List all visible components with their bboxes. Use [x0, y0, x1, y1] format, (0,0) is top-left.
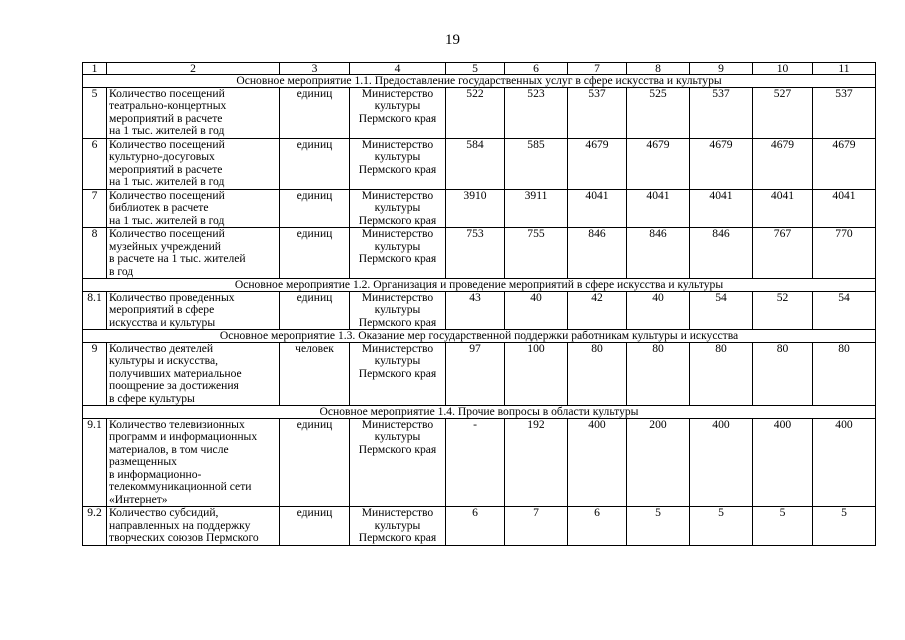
responsible-cell	[350, 138, 446, 189]
responsible-cell	[350, 507, 446, 546]
cell-line: Пермского края	[358, 162, 437, 176]
value-cell: 5	[627, 507, 690, 546]
value-cell: 42	[568, 291, 627, 330]
cell-line: мероприятий в расчете	[109, 111, 223, 125]
cell-line: Министерство	[361, 86, 434, 100]
table-row	[83, 342, 876, 406]
row-number: 6	[83, 138, 107, 189]
responsible-cell	[350, 342, 446, 406]
indicator-name	[107, 291, 280, 330]
cell-line: Пермского края	[358, 366, 437, 380]
row-number: 9	[83, 342, 107, 406]
cell-line: поощрение за достижения	[109, 379, 239, 392]
value-cell: 3911	[505, 189, 568, 228]
page-number: 19	[445, 32, 460, 48]
value-cell: 4679	[568, 138, 627, 189]
cell-line: мероприятий в сфере	[109, 303, 215, 316]
cell-line: в информационно-	[109, 467, 202, 481]
value-cell: 525	[627, 87, 690, 138]
value-cell: 3910	[446, 189, 505, 228]
cell-line: материалов, в том числе	[109, 442, 229, 456]
cell-line: Министерство	[361, 188, 434, 202]
row-number: 8	[83, 228, 107, 279]
value-cell: 846	[568, 228, 627, 279]
row-number: 8.1	[83, 291, 107, 330]
cell-line: культуры	[374, 201, 421, 214]
cell-line: культурно-досуговых	[109, 150, 215, 163]
indicator-name	[107, 87, 280, 138]
value-cell: 192	[505, 418, 568, 507]
value-cell: 80	[753, 342, 813, 406]
cell-line: Министерство	[361, 417, 434, 431]
value-cell: 200	[627, 418, 690, 507]
row-number: 7	[83, 189, 107, 228]
table-row	[83, 138, 876, 189]
value-cell: 584	[446, 138, 505, 189]
cell-line: музейных учреждений	[109, 239, 221, 253]
column-number-11: 11	[813, 63, 876, 75]
value-cell: 4041	[753, 189, 813, 228]
section-row	[83, 406, 876, 419]
cell-line: Министерство	[361, 227, 434, 240]
value-cell: 846	[627, 228, 690, 279]
responsible-cell	[350, 228, 446, 279]
value-cell: 537	[690, 87, 753, 138]
cell-line: программ и информационных	[109, 430, 258, 443]
section-row	[83, 75, 876, 88]
cell-line: культуры	[374, 150, 421, 163]
table-row	[83, 87, 876, 138]
value-cell: 4679	[627, 138, 690, 189]
indicator-name	[107, 189, 280, 228]
value-cell: 523	[505, 87, 568, 138]
value-cell: 5	[813, 507, 876, 546]
value-cell: 100	[505, 342, 568, 406]
table-row	[83, 418, 876, 507]
cell-line: в сфере культуры	[109, 391, 195, 405]
value-cell: 40	[505, 291, 568, 330]
cell-line: культуры	[374, 99, 421, 112]
section-title: Основное мероприятие 1.1. Предоставление государственных услуг в сфере искусства и культуры	[83, 75, 876, 88]
value-cell: 5	[690, 507, 753, 546]
cell-line: Пермского края	[358, 252, 437, 265]
column-number-7: 7	[568, 63, 627, 75]
cell-line: творческих союзов Пермского	[109, 531, 259, 544]
value-cell: 537	[568, 87, 627, 138]
table-row	[83, 507, 876, 546]
unit-cell: единиц	[280, 418, 350, 507]
cell-line: Количество деятелей	[109, 341, 214, 355]
unit-cell: единиц	[280, 189, 350, 228]
value-cell: 4679	[753, 138, 813, 189]
responsible-cell	[350, 291, 446, 330]
value-cell: 767	[753, 228, 813, 279]
cell-line: культуры и искусства,	[109, 354, 219, 367]
column-number-4: 4	[350, 63, 446, 75]
indicator-name	[107, 228, 280, 279]
cell-line: культуры	[374, 430, 421, 443]
value-cell: 52	[753, 291, 813, 330]
cell-line: Количество посещений	[109, 227, 225, 240]
cell-line: Количество проведенных	[109, 290, 235, 304]
cell-line: Министерство	[361, 137, 434, 151]
value-cell: 5	[753, 507, 813, 546]
column-number-10: 10	[753, 63, 813, 75]
value-cell: 585	[505, 138, 568, 189]
value-cell: 4679	[813, 138, 876, 189]
indicators-table	[82, 62, 876, 546]
value-cell: 537	[813, 87, 876, 138]
unit-cell: единиц	[280, 228, 350, 279]
cell-line: Пермского края	[358, 213, 437, 227]
column-number-9: 9	[690, 63, 753, 75]
value-cell: 43	[446, 291, 505, 330]
cell-line: Количество посещений	[109, 188, 225, 202]
cell-line: библиотек в расчете	[109, 201, 209, 214]
unit-cell: единиц	[280, 87, 350, 138]
table-row	[83, 291, 876, 330]
responsible-cell	[350, 87, 446, 138]
value-cell: -	[446, 418, 505, 507]
value-cell: 7	[505, 507, 568, 546]
value-cell: 770	[813, 228, 876, 279]
cell-line: Количество телевизионных	[109, 417, 245, 431]
unit-cell: единиц	[280, 507, 350, 546]
cell-line: Министерство	[361, 341, 434, 355]
cell-line: «Интернет»	[109, 492, 168, 506]
cell-line: мероприятий в расчете	[109, 162, 223, 176]
value-cell: 753	[446, 228, 505, 279]
cell-line: Пермского края	[358, 111, 437, 125]
cell-line: Пермского края	[358, 315, 437, 329]
cell-line: Пермского края	[358, 442, 437, 456]
column-number-2: 2	[107, 63, 280, 75]
column-number-8: 8	[627, 63, 690, 75]
indicator-name	[107, 507, 280, 546]
column-number-6: 6	[505, 63, 568, 75]
value-cell: 4041	[568, 189, 627, 228]
cell-line: в расчете на 1 тыс. жителей	[109, 252, 246, 265]
responsible-cell	[350, 418, 446, 507]
value-cell: 4679	[690, 138, 753, 189]
value-cell: 522	[446, 87, 505, 138]
column-number-1: 1	[83, 63, 107, 75]
cell-line: театрально-концертных	[109, 99, 227, 112]
table-row	[83, 189, 876, 228]
header-row	[83, 63, 876, 75]
table-row	[83, 228, 876, 279]
value-cell: 54	[813, 291, 876, 330]
column-number-3: 3	[280, 63, 350, 75]
section-title: Основное мероприятие 1.4. Прочие вопросы в области культуры	[83, 406, 876, 419]
section-row	[83, 330, 876, 343]
cell-line: культуры	[374, 239, 421, 253]
cell-line: на 1 тыс. жителей в год	[109, 124, 225, 137]
unit-cell: человек	[280, 342, 350, 406]
value-cell: 80	[568, 342, 627, 406]
cell-line: размещенных	[109, 455, 177, 468]
cell-line: искусства и культуры	[109, 315, 216, 329]
cell-line: Министерство	[361, 290, 434, 304]
responsible-cell	[350, 189, 446, 228]
cell-line: телекоммуникационной сети	[109, 480, 252, 493]
value-cell: 400	[813, 418, 876, 507]
row-number: 5	[83, 87, 107, 138]
indicator-name	[107, 342, 280, 406]
row-number: 9.2	[83, 507, 107, 546]
value-cell: 6	[446, 507, 505, 546]
value-cell: 846	[690, 228, 753, 279]
cell-line: получивших материальное	[109, 366, 242, 380]
cell-line: Количество посещений	[109, 137, 225, 151]
value-cell: 40	[627, 291, 690, 330]
section-title: Основное мероприятие 1.3. Оказание мер государственной поддержки работникам культуры и искусства	[83, 330, 876, 343]
section-title: Основное мероприятие 1.2. Организация и проведение мероприятий в сфере искусства и культуры	[83, 279, 876, 292]
section-row	[83, 279, 876, 292]
value-cell: 755	[505, 228, 568, 279]
value-cell: 54	[690, 291, 753, 330]
cell-line: Пермского края	[358, 531, 437, 544]
cell-line: культуры	[374, 518, 421, 532]
unit-cell: единиц	[280, 291, 350, 330]
cell-line: культуры	[374, 354, 421, 367]
value-cell: 80	[690, 342, 753, 406]
cell-line: культуры	[374, 303, 421, 316]
cell-line: на 1 тыс. жителей в год	[109, 213, 225, 227]
value-cell: 97	[446, 342, 505, 406]
indicator-name	[107, 138, 280, 189]
cell-line: в год	[109, 264, 134, 278]
column-number-5: 5	[446, 63, 505, 75]
cell-line: Министерство	[361, 506, 434, 519]
value-cell: 4041	[813, 189, 876, 228]
value-cell: 527	[753, 87, 813, 138]
value-cell: 80	[627, 342, 690, 406]
cell-line: на 1 тыс. жителей в год	[109, 175, 225, 188]
unit-cell: единиц	[280, 138, 350, 189]
value-cell: 6	[568, 507, 627, 546]
indicator-name	[107, 418, 280, 507]
cell-line: Количество субсидий,	[109, 506, 219, 519]
value-cell: 80	[813, 342, 876, 406]
value-cell: 4041	[690, 189, 753, 228]
row-number: 9.1	[83, 418, 107, 507]
value-cell: 400	[690, 418, 753, 507]
value-cell: 4041	[627, 189, 690, 228]
value-cell: 400	[753, 418, 813, 507]
cell-line: Количество посещений	[109, 86, 225, 100]
value-cell: 400	[568, 418, 627, 507]
cell-line: направленных на поддержку	[109, 518, 251, 532]
